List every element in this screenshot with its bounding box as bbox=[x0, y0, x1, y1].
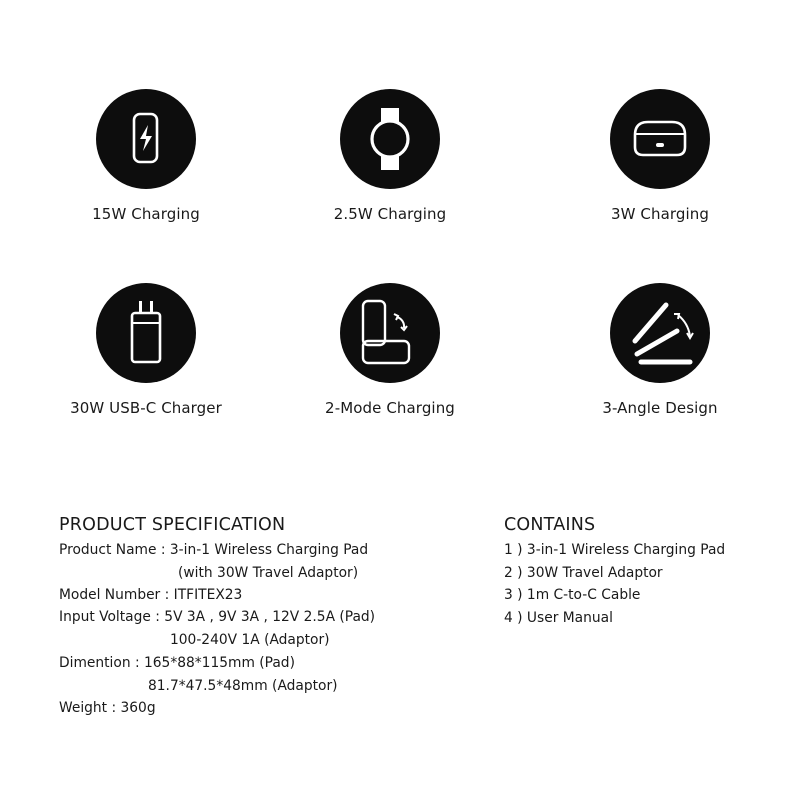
feature-2-mode-charging bbox=[290, 283, 490, 417]
spec-model-number bbox=[59, 586, 242, 604]
watch-icon bbox=[340, 89, 440, 189]
feature-label: 2.5W Charging bbox=[333, 205, 447, 223]
feature-label: 3W Charging bbox=[610, 205, 710, 223]
contains-item: 3 ) 1m C-to-C Cable bbox=[504, 587, 641, 603]
contains-item: 2 ) 30W Travel Adaptor bbox=[504, 565, 663, 581]
spec-value: 165*88*115mm (Pad) bbox=[143, 655, 295, 671]
spec-title: PRODUCT SPECIFICATION bbox=[59, 515, 286, 535]
contains-item: 1 ) 3-in-1 Wireless Charging Pad bbox=[504, 542, 726, 558]
earbuds-case-icon bbox=[610, 89, 710, 189]
spec-product-name bbox=[59, 541, 368, 559]
spec-value: 3-in-1 Wireless Charging Pad bbox=[169, 542, 369, 558]
feature-label: 15W Charging bbox=[92, 205, 200, 223]
spec-label: Input Voltage : bbox=[59, 609, 160, 625]
feature-15w-charging bbox=[46, 89, 246, 223]
spec-input-voltage bbox=[59, 608, 375, 626]
spec-label: Product Name : bbox=[59, 542, 166, 558]
phone-charging-icon bbox=[96, 89, 196, 189]
feature-3-angle-design bbox=[560, 283, 760, 417]
spec-dimention bbox=[59, 654, 295, 672]
feature-label: 30W USB-C Charger bbox=[70, 399, 222, 417]
spec-value: 5V 3A , 9V 3A , 12V 2.5A (Pad) bbox=[164, 609, 376, 625]
spec-label: Weight : bbox=[59, 700, 117, 716]
feature-2-5w-charging bbox=[290, 89, 490, 223]
two-mode-icon bbox=[340, 283, 440, 383]
spec-label: Dimention : bbox=[59, 655, 140, 671]
spec-weight bbox=[59, 699, 156, 717]
feature-30w-usb-c-charger bbox=[46, 283, 246, 417]
feature-3w-charging bbox=[560, 89, 760, 223]
spec-product-name-line2: (with 30W Travel Adaptor) bbox=[178, 565, 359, 581]
spec-value: ITFITEX23 bbox=[173, 587, 243, 603]
spec-label: Model Number : bbox=[59, 587, 170, 603]
spec-value: 360g bbox=[120, 700, 156, 716]
spec-input-voltage-line2: 100-240V 1A (Adaptor) bbox=[170, 632, 330, 648]
spec-dimention-line2: 81.7*47.5*48mm (Adaptor) bbox=[148, 678, 338, 694]
feature-label: 2-Mode Charging bbox=[325, 399, 455, 417]
contains-item: 4 ) User Manual bbox=[504, 610, 613, 626]
feature-label: 3-Angle Design bbox=[602, 399, 718, 417]
usb-charger-icon bbox=[96, 283, 196, 383]
angle-design-icon bbox=[610, 283, 710, 383]
contains-title: CONTAINS bbox=[504, 515, 596, 535]
